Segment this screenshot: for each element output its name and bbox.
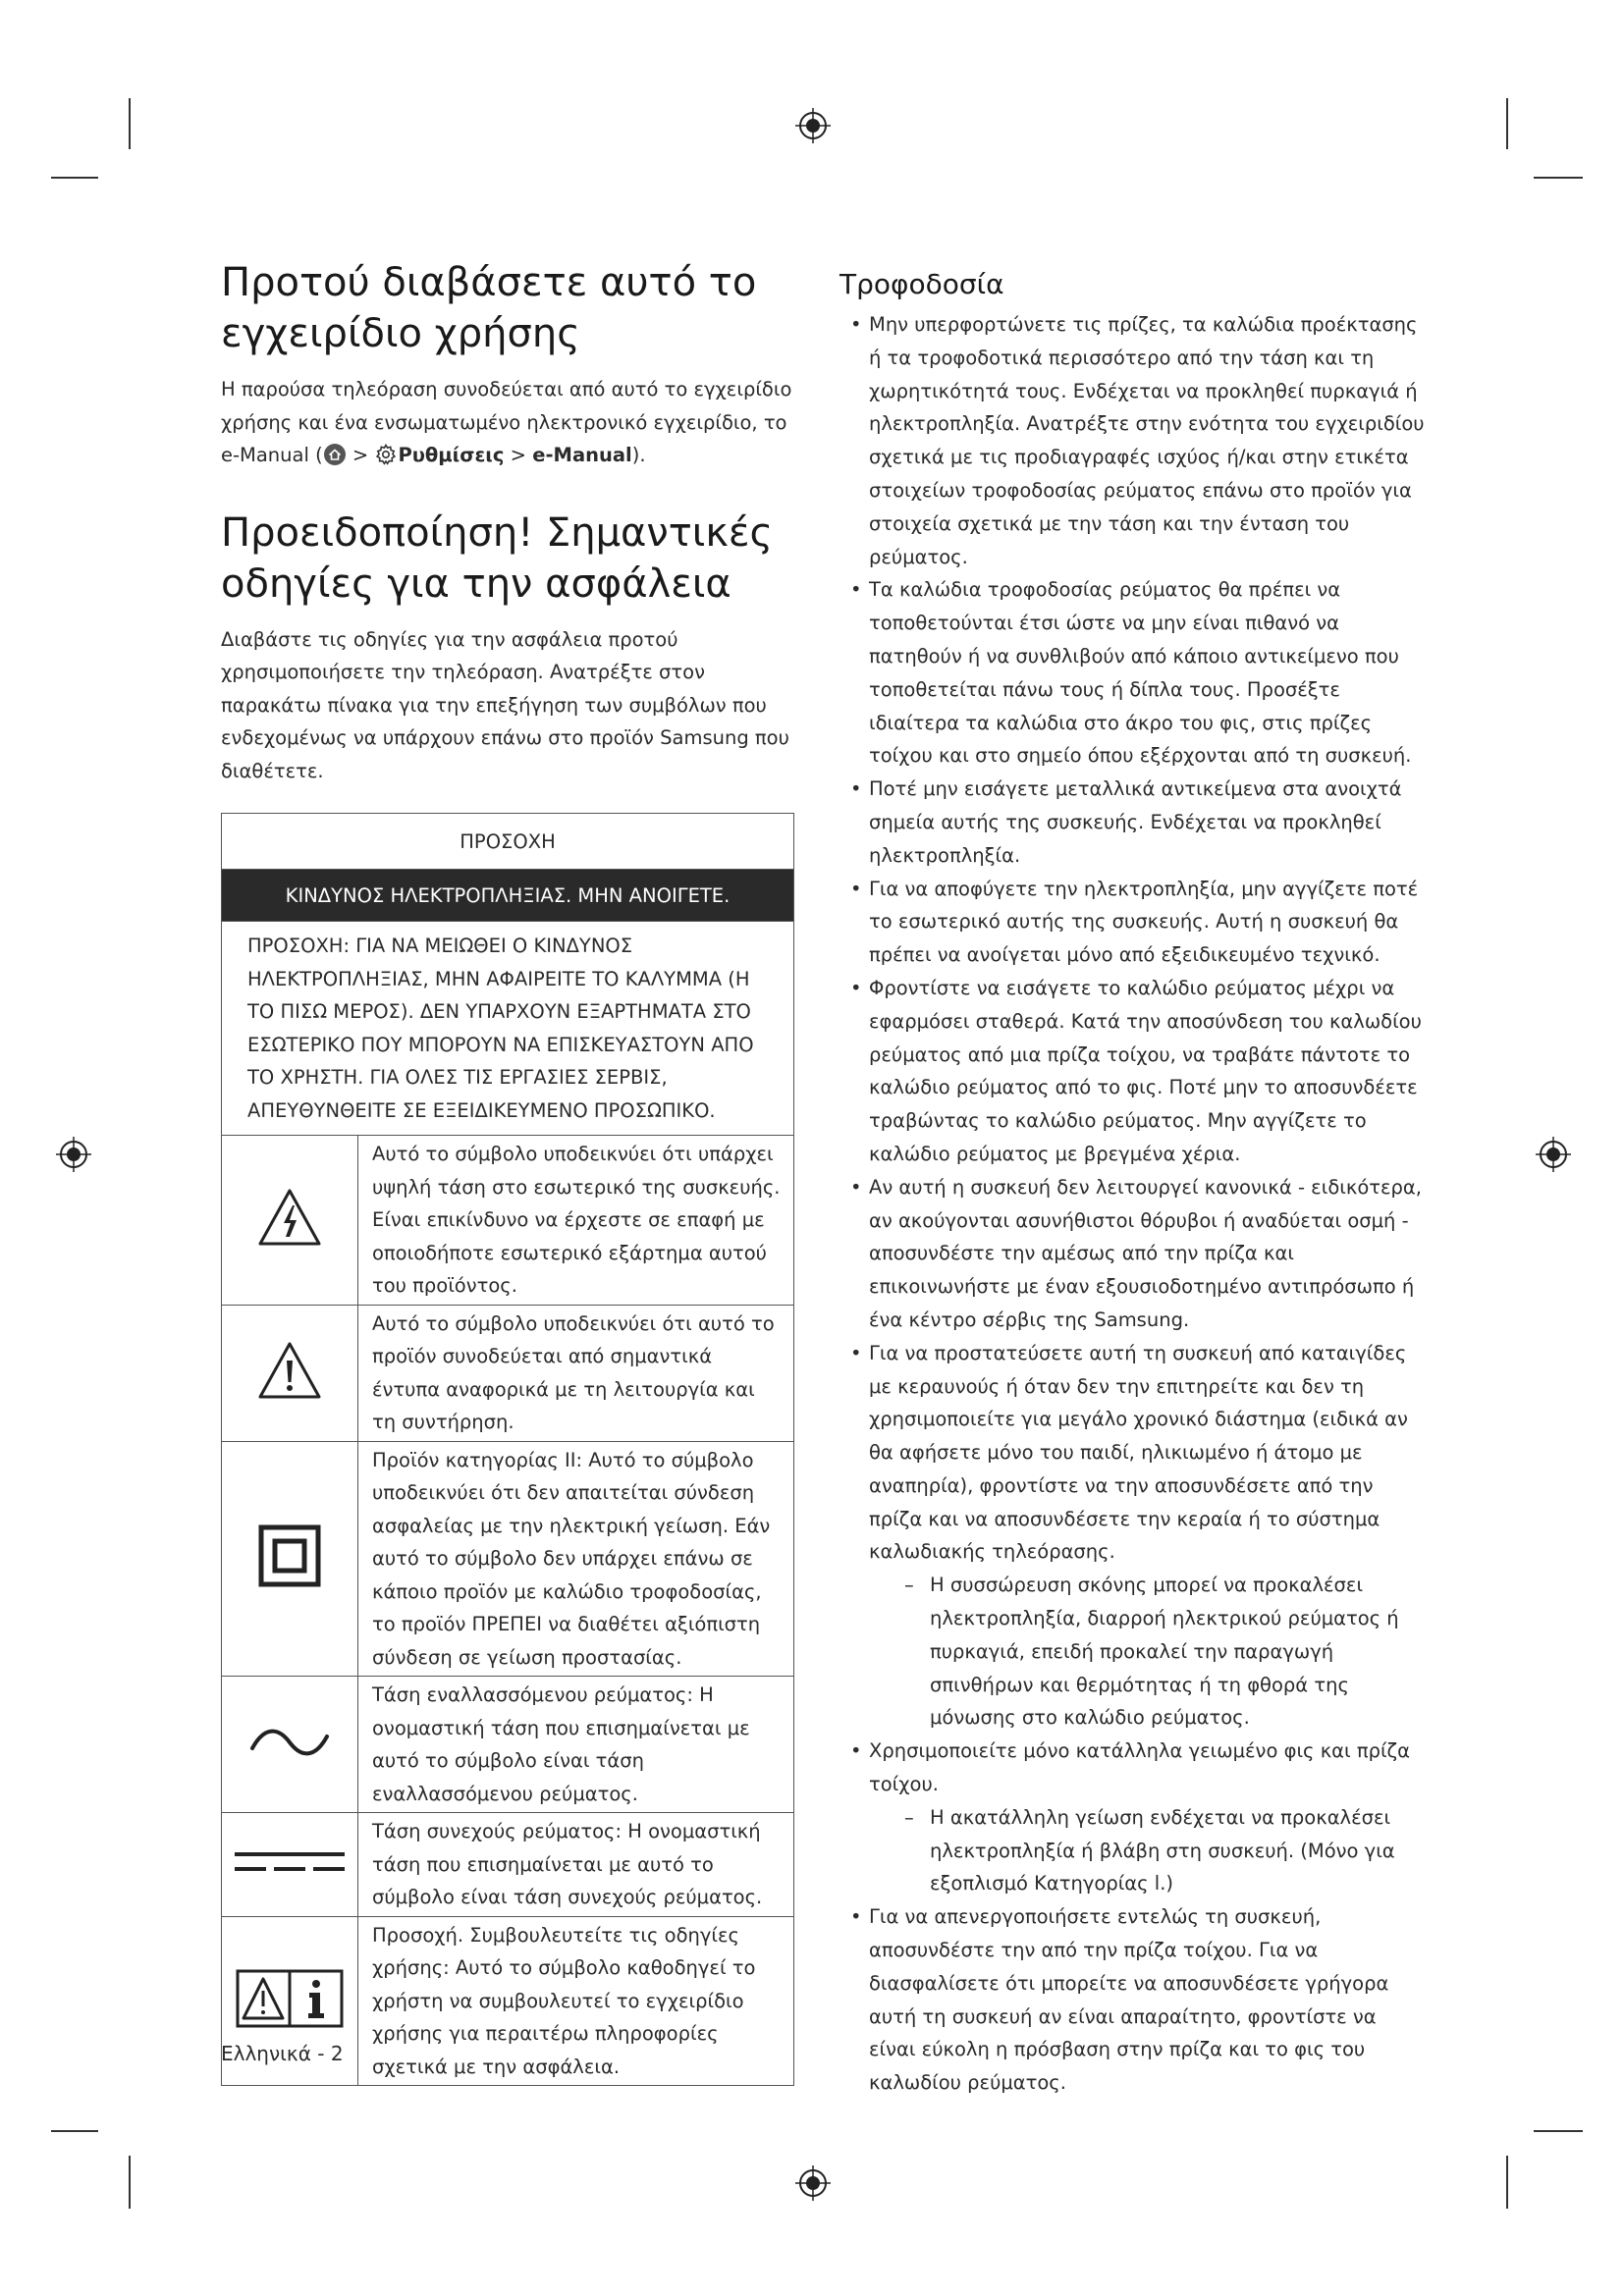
home-icon <box>323 443 347 466</box>
left-column <box>221 257 800 2086</box>
symbol-description: Προϊόν κατηγορίας II: Αυτό το σύμβολο υποδεικνύει ότι δεν απαιτείται σύνδεση ασφαλείας με την ηλεκτρική γείωση. Εάν αυτό το σύμβολο δεν υπάρχει επάνω σε κάποιο προϊόν με καλώδιο τροφοδοσίας, το προϊόν ΠΡΕΠΕΙ να διαθέτει αξιόπιστη σύνδεση σε γείωση προστασίας. <box>358 1441 794 1677</box>
intro-paragraph <box>221 373 800 472</box>
intro-end: ). <box>631 444 646 466</box>
intro-arrow: > <box>504 444 533 466</box>
caution-header: ΠΡΟΣΟΧΗ <box>222 814 794 870</box>
list-item: • Φροντίστε να εισάγετε το καλώδιο ρεύματος μέχρι να εφαρμόσει σταθερά. Κατά την αποσύνδεση του καλωδίου ρεύματος από μια πρίζα τοίχου, να τραβάτε πάντοτε το καλώδιο ρεύματος από το φις. Ποτέ μην το αποσυνδέετε τραβώντας το καλώδιο ρεύματος. Μην αγγίζετε το καλώδιο ρεύματος με βρεγμένα χέρια. <box>839 972 1429 1171</box>
list-item: • Μην υπερφορτώνετε τις πρίζες, τα καλώδια προέκτασης ή τα τροφοδοτικά περισσότερο από την τάση και τη χωρητικότητά τους. Ενδέχεται να προκληθεί πυρκαγιά ή ηλεκτροπληξία. Ανατρέξτε στην ενότητα του εγχειριδίου σχετικά με τις προδιαγραφές ισχύος ή/και στην ετικέτα στοιχείων τροφοδοσίας ρεύματος επάνω στο προϊόν για στοιχεία σχετικά με την τάση και την ένταση του ρεύματος. <box>839 308 1429 573</box>
symbol-description: Τάση συνεχούς ρεύματος: Η ονομαστική τάση που επισημαίνεται με αυτό το σύμβολο είναι τάση συνεχούς ρεύματος. <box>358 1813 794 1917</box>
crop-mark <box>1534 2130 1583 2132</box>
list-item: • Ποτέ μην εισάγετε μεταλλικά αντικείμενα στα ανοιχτά σημεία αυτής της συσκευής. Ενδέχεται να προκληθεί ηλεκτροπληξία. <box>839 773 1429 872</box>
caution-info-icon <box>236 1969 344 2028</box>
emanual-label: e-Manual <box>532 444 632 466</box>
list-item <box>839 1735 1429 1900</box>
registration-mark-icon <box>1534 1135 1573 1174</box>
registration-mark-icon <box>793 2163 833 2203</box>
sub-item: – Η ακατάλληλη γείωση ενδέχεται να προκαλέσει ηλεκτροπληξία ή βλάβη στη συσκευή. (Μόνο για εξοπλισμό Κατηγορίας l.) <box>902 1801 1429 1900</box>
double-square-icon <box>257 1523 322 1588</box>
crop-mark <box>1506 98 1508 149</box>
table-row <box>222 1441 794 1677</box>
crop-mark <box>1534 177 1583 179</box>
symbol-description: Τάση εναλλασσόμενου ρεύματος: Η ονομαστική τάση που επισημαίνεται με αυτό το σύμβολο είναι τάση εναλλασσόμενου ρεύματος. <box>358 1677 794 1813</box>
gear-icon <box>374 443 398 466</box>
list-item: • Για να απενεργοποιήσετε εντελώς τη συσκευή, αποσυνδέστε την από την πρίζα τοίχου. Για να διασφαλίσετε ότι μπορείτε να αποσυνδέσετε γρήγορα αυτή τη συσκευή αν είναι απαραίτητο, φροντίστε να είναι εύκολη η πρόσβαση στην πρίζα και το φις του καλωδίου ρεύματος. <box>839 1900 1429 2100</box>
intro-arrow: > <box>346 444 375 466</box>
symbol-description: Προσοχή. Συμβουλευτείτε τις οδηγίες χρήσης: Αυτό το σύμβολο καθοδηγεί το χρήστη να συμβουλευτεί το εγχειρίδιο χρήσης για περαιτέρω πληροφορίες σχετικά με την ασφάλεια. <box>358 1916 794 2086</box>
registration-mark-icon <box>793 106 833 145</box>
table-row <box>222 1305 794 1441</box>
intro-text: Η παρούσα τηλεόραση συνοδεύεται από αυτό το εγχειρίδιο χρήσης και ένα ενσωματωμένο ηλεκτρονικό εγχειρίδιο, το e-Manual ( <box>221 378 792 466</box>
crop-mark <box>129 98 131 149</box>
lightning-triangle-icon <box>257 1188 322 1247</box>
list-item: • Για να αποφύγετε την ηλεκτροπληξία, μην αγγίζετε ποτέ το εσωτερικό αυτής της συσκευής. Αυτή η συσκευή θα πρέπει να ανοίγεται μόνο από εξειδικευμένο τεχνικό. <box>839 873 1429 972</box>
safety-symbols-table <box>221 813 794 2086</box>
section-title: Τροφοδοσία <box>839 268 1004 300</box>
list-item-text: Χρησιμοποιείτε μόνο κατάλληλα γειωμένο φις και πρίζα τοίχου. <box>869 1739 1411 1796</box>
ac-wave-icon <box>248 1723 331 1762</box>
symbol-description: Αυτό το σύμβολο υποδεικνύει ότι αυτό το προϊόν συνοδεύεται από σημαντικά έντυπα αναφορικά με τη λειτουργία και τη συντήρηση. <box>358 1305 794 1441</box>
crop-mark <box>51 2130 98 2132</box>
registration-mark-icon <box>54 1135 93 1174</box>
table-row <box>222 1136 794 1306</box>
safety-intro: Διαβάστε τις οδηγίες για την ασφάλεια προτού χρησιμοποιήσετε την τηλεόραση. Ανατρέξτε στον παρακάτω πίνακα για την επεξήγηση των συμβόλων που ενδεχομένως να υπάρχουν επάνω στο προϊόν Samsung που διαθέτετε. <box>221 627 789 782</box>
crop-mark <box>129 2156 131 2209</box>
power-bullets <box>839 308 1429 2100</box>
safety-title: Προειδοποίηση! Σημαντικές οδηγίες για την ασφάλεια <box>221 509 774 607</box>
settings-label: Ρυθμίσεις <box>398 444 505 466</box>
right-column <box>839 257 1429 2100</box>
page-number: Ελληνικά - 2 <box>221 2042 344 2065</box>
danger-header: ΚΙΝΔΥΝΟΣ ΗΛΕΚΤΡΟΠΛΗΞΙΑΣ. ΜΗΝ ΑΝΟΙΓΕΤΕ. <box>222 870 794 922</box>
symbol-description: Αυτό το σύμβολο υποδεικνύει ότι υπάρχει υψηλή τάση στο εσωτερικό της συσκευής. Είναι επικίνδυνο να έρχεστε σε επαφή με οποιοδήποτε εσωτερικό εξάρτημα αυτού του προϊόντος. <box>358 1136 794 1306</box>
table-row <box>222 1813 794 1917</box>
crop-mark <box>51 177 98 179</box>
crop-mark <box>1506 2156 1508 2209</box>
caution-text: ΠΡΟΣΟΧΗ: ΓΙΑ ΝΑ ΜΕΙΩΘΕΙ Ο ΚΙΝΔΥΝΟΣ ΗΛΕΚΤΡΟΠΛΗΞΙΑΣ, ΜΗΝ ΑΦΑΙΡΕΙΤΕ ΤΟ ΚΑΛΥΜΜΑ (Η ΤΟ ΠΙΣΩ ΜΕΡΟΣ). ΔΕΝ ΥΠΑΡΧΟΥΝ ΕΞΑΡΤΗΜΑΤΑ ΣΤΟ ΕΣΩΤΕΡΙΚΟ ΠΟΥ ΜΠΟΡΟΥΝ ΝΑ ΕΠΙΣΚΕΥΑΣΤΟΥΝ ΑΠΟ ΤΟ ΧΡΗΣΤΗ. ΓΙΑ ΟΛΕΣ ΤΙΣ ΕΡΓΑΣΙΕΣ ΣΕΡΒΙΣ, ΑΠΕΥΘΥΝΘΕΙΤΕ ΣΕ ΕΞΕΙΔΙΚΕΥΜΕΝΟ ΠΡΟΣΩΠΙΚΟ. <box>222 922 794 1136</box>
exclamation-triangle-icon <box>257 1341 322 1400</box>
list-item-text: Για να προστατεύσετε αυτή τη συσκευή από καταιγίδες με κεραυνούς ή όταν δεν την επιτηρείτε και δεν τη χρησιμοποιείτε για μεγάλο χρονικό διάστημα (ειδικά αν θα αφήσετε μόνο του παιδί, ηλικιωμένο ή άτομο με αναπηρία), φροντίστε να την αποσυνδέσετε από την πρίζα και να αποσυνδέσετε την κεραία ή το σύστημα καλωδιακής τηλεόρασης. <box>869 1341 1408 1564</box>
list-item: • Τα καλώδια τροφοδοσίας ρεύματος θα πρέπει να τοποθετούνται έτσι ώστε να μην είναι πιθανό να πατηθούν ή να συνθλιβούν από κάποιο αντικείμενο που τοποθετείται πάνω τους ή δίπλα τους. Προσέξτε ιδιαίτερα τα καλώδια στο άκρο του φις, στις πρίζες τοίχου και στο σημείο όπου εξέρχονται από τη συσκευή. <box>839 573 1429 773</box>
list-item: • Αν αυτή η συσκευή δεν λειτουργεί κανονικά - ειδικότερα, αν ακούγονται ασυνήθιστοι θόρυβοι ή αναδύεται οσμή - αποσυνδέστε την αμέσως από την πρίζα και επικοινωνήστε με έναν εξουσιοδοτημένο αντιπρόσωπο ή ένα κέντρο σέρβις της Samsung. <box>839 1171 1429 1337</box>
sub-item: – Η συσσώρευση σκόνης μπορεί να προκαλέσει ηλεκτροπληξία, διαρροή ηλεκτρικού ρεύματος ή πυρκαγιά, επειδή προκαλεί την παραγωγή σπινθήρων και θερμότητας ή τη φθορά της μόνωσης στο καλώδιο ρεύματος. <box>902 1569 1429 1735</box>
page-title: Προτού διαβάσετε αυτό το εγχειρίδιο χρήσης <box>221 260 757 356</box>
dc-lines-icon <box>233 1847 347 1877</box>
table-row <box>222 1677 794 1813</box>
list-item <box>839 1337 1429 1735</box>
